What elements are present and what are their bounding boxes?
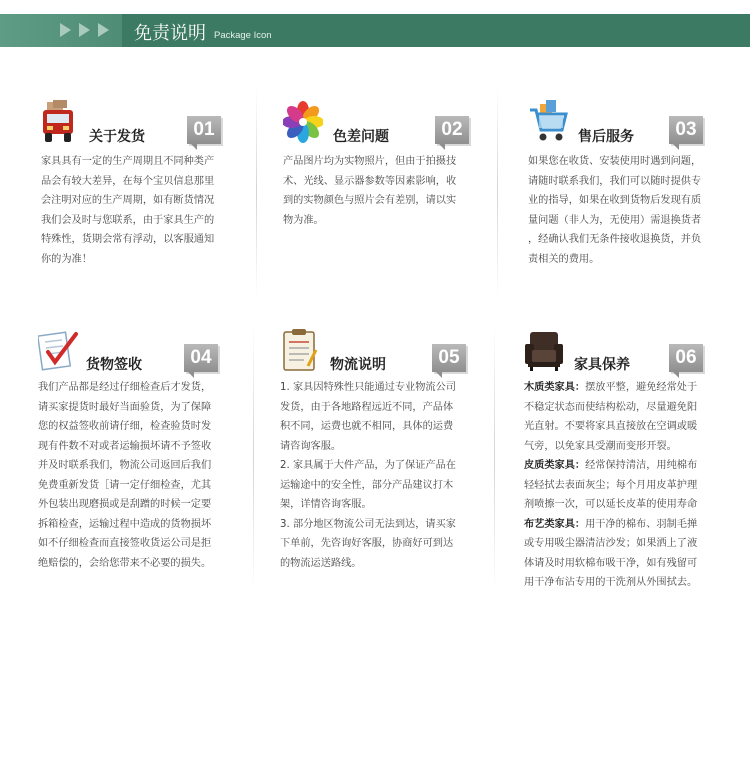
text-line: 体请及时用软棉布吸干净，如有残留可 bbox=[524, 557, 698, 569]
shopping-cart-icon bbox=[528, 100, 568, 144]
card-title: 色差问题 bbox=[333, 129, 389, 145]
text-line: 或专用吸尘器清洁沙发；如果洒上了液 bbox=[524, 538, 698, 549]
text-line: 特殊性，货期会常有浮动，以客服通知 bbox=[41, 234, 215, 245]
text-line: 品会有较大差异，在每个宝贝信息那里 bbox=[41, 175, 215, 187]
card-body bbox=[283, 152, 456, 230]
text-line: 1. 家具因特殊性只能通过专业物流公司 bbox=[280, 382, 456, 393]
text-line: 光直射。不要将家具直接放在空调或暖 bbox=[524, 421, 698, 432]
text-line: 用干净的棉布、羽制毛掸 bbox=[585, 518, 698, 530]
card-body bbox=[528, 152, 701, 269]
section-label: 木质类家具： bbox=[524, 382, 586, 393]
number-badge: 01 bbox=[187, 116, 221, 144]
care-section-fabric bbox=[524, 515, 697, 535]
text-line: 并及时联系我们，物流公司返回后我们 bbox=[38, 460, 212, 471]
text-line: 会注明对应的生产周期，如有断货情况 bbox=[41, 195, 215, 206]
text-line: 请买家提货时最好当面验货，为了保障 bbox=[38, 401, 212, 413]
text-line: 我们会及时与您联系，由于家具生产的 bbox=[41, 214, 215, 226]
card-body bbox=[280, 378, 456, 573]
text-line: 气旁，以免家具受潮而变形开裂。 bbox=[524, 440, 677, 452]
number-badge: 04 bbox=[184, 344, 218, 372]
column-divider bbox=[497, 86, 498, 298]
text-line: 轻轻拭去表面灰尘；每个月用皮革护理 bbox=[524, 479, 698, 491]
text-line: 请咨询客服。 bbox=[280, 440, 342, 452]
text-line: 绝赔偿的，会给您带来不必要的损失。 bbox=[38, 557, 212, 569]
text-line: 术、光线、显示器参数等因素影响，收 bbox=[283, 175, 457, 187]
color-wheel-icon bbox=[283, 100, 323, 144]
column-divider bbox=[256, 86, 257, 298]
armchair-icon bbox=[524, 328, 564, 372]
text-line: 积不同，运费也就不相同，具体的运费 bbox=[280, 421, 454, 432]
text-line: 量问题（非人为，无使用）需退换货者 bbox=[528, 214, 702, 226]
arrow-icon bbox=[98, 23, 109, 37]
text-line: 拆箱检查，运输过程中造成的货物损坏 bbox=[38, 518, 212, 530]
text-line: 外包装出现磨损或是刮蹭的时候一定要 bbox=[38, 499, 212, 510]
arrow-icon bbox=[79, 23, 90, 37]
text-line: ，经确认我们无条件接收退换货，并负 bbox=[528, 234, 702, 245]
card-title: 售后服务 bbox=[578, 129, 634, 145]
text-line: 架，详情咨询客服。 bbox=[280, 499, 372, 510]
text-line: 2. 家具属于大件产品，为了保证产品在 bbox=[280, 460, 456, 471]
card-body bbox=[524, 378, 697, 593]
text-line: 到的实物颜色与照片会有差别，请以实 bbox=[283, 195, 457, 206]
card-title: 关于发货 bbox=[89, 129, 145, 145]
text-line: 现有件数不对或者运输损坏请不予签收 bbox=[38, 440, 212, 452]
truck-icon bbox=[41, 100, 81, 144]
text-line: 的物流运送路线。 bbox=[280, 557, 362, 569]
text-line: 家具具有一定的生产周期且不同种类产 bbox=[41, 156, 215, 167]
header-banner bbox=[0, 14, 750, 47]
number-badge: 06 bbox=[669, 344, 703, 372]
text-line: 如不仔细检查而直接签收货运公司是拒 bbox=[38, 538, 212, 549]
text-line: 产品图片均为实物照片，但由于拍摄技 bbox=[283, 156, 457, 167]
number-badge: 05 bbox=[432, 344, 466, 372]
banner-subtitle: Package Icon bbox=[214, 30, 272, 41]
number-badge: 03 bbox=[669, 116, 703, 144]
column-divider bbox=[253, 322, 254, 592]
arrow-icon bbox=[60, 23, 71, 37]
text-line: 请随时联系我们，我们可以随时提供专 bbox=[528, 175, 702, 187]
text-line: 不稳定状态而使结构松动，尽量避免阳 bbox=[524, 401, 698, 413]
section-label: 布艺类家具： bbox=[524, 518, 586, 530]
text-line: 剂喷擦一次，可以延长皮革的使用寿命 bbox=[524, 499, 698, 510]
card-body bbox=[41, 152, 214, 269]
card-body bbox=[38, 378, 211, 573]
text-line: 3. 部分地区物流公司无法到达，请买家 bbox=[280, 518, 456, 530]
card-title: 物流说明 bbox=[330, 357, 386, 373]
text-line: 我们产品都是经过仔细检查后才发货， bbox=[38, 382, 212, 393]
text-line: 免费重新发货［请一定仔细检查，尤其 bbox=[38, 479, 212, 491]
text-line: 运输途中的安全性，部分产品建议打木 bbox=[280, 479, 454, 491]
notepad-icon bbox=[280, 328, 320, 372]
text-line: 责相关的费用。 bbox=[528, 253, 600, 265]
care-section-wood bbox=[524, 378, 697, 398]
care-section-leather bbox=[524, 456, 697, 476]
clipboard-check-icon bbox=[38, 328, 78, 372]
text-line: 经常保持清洁，用纯棉布 bbox=[585, 460, 698, 471]
column-divider bbox=[494, 322, 495, 592]
text-line: 如果您在收货、安装使用时遇到问题， bbox=[528, 156, 702, 167]
text-line: 物为准。 bbox=[283, 214, 324, 226]
text-line: 下单前，先咨询好客服，协商好可到达 bbox=[280, 538, 454, 549]
text-line: 发货，由于各地路程远近不同，产品体 bbox=[280, 401, 454, 413]
card-title: 货物签收 bbox=[86, 357, 142, 373]
text-line: 你的为准！ bbox=[41, 253, 92, 265]
text-line: 用干净布沾专用的干洗剂从外围拭去。 bbox=[524, 577, 698, 588]
text-line: 业的指导，如果在收到货物后发现有质 bbox=[528, 195, 702, 206]
text-line: 您的权益签收前请仔细，检查验货时发 bbox=[38, 421, 212, 432]
banner-arrow-strip bbox=[0, 14, 122, 47]
text-line: 摆放平整，避免经常处于 bbox=[585, 382, 698, 393]
number-badge: 02 bbox=[435, 116, 469, 144]
section-label: 皮质类家具： bbox=[524, 460, 586, 471]
card-title: 家具保养 bbox=[574, 357, 630, 373]
banner-title: 免责说明 bbox=[134, 23, 206, 44]
